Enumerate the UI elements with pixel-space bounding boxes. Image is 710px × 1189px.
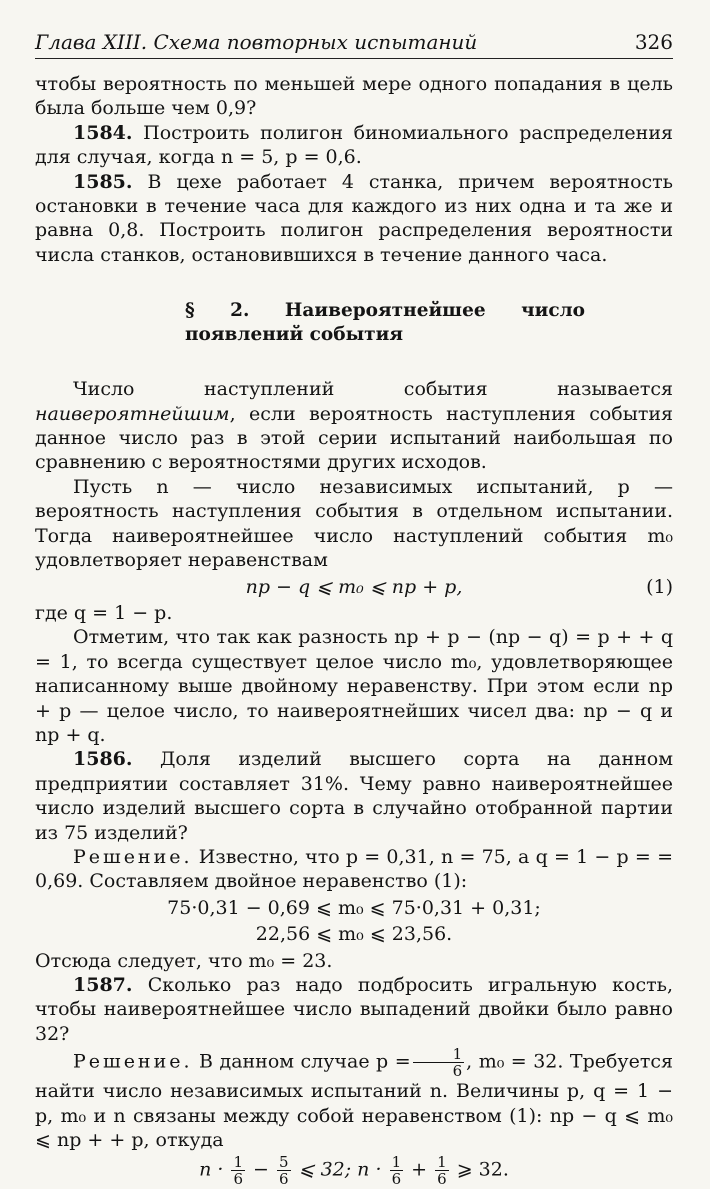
problem-1584 — [35, 121, 673, 170]
problem-text: Построить полигон биномиального распределения для случая, когда n = 5, p = 0,6. — [35, 121, 673, 169]
fraction-denominator: 6 — [233, 1170, 243, 1189]
problem-number: 1585. — [73, 170, 133, 193]
solution-1587 — [35, 1046, 673, 1152]
solution-label: Решение. — [73, 1050, 193, 1073]
formula-1 — [35, 575, 673, 599]
paragraph-hence: Отсюда следует, что m₀ = 23. — [35, 949, 333, 972]
definition-text: Число наступлений события называется — [73, 378, 673, 401]
problem-text: В цехе работает 4 станка, причем вероятность остановки в течение часа для каждого из них одна и та же и равна 0,8. Построить полигон распределения вероятности числа станков, остановившихся в течение данного часа. — [35, 170, 673, 266]
page-body — [35, 72, 673, 1189]
problem-text: Сколько раз надо подбросить игральную кость, чтобы наивероятнейшее число выпадений двойки было равно 32? — [35, 974, 673, 1045]
fraction-one-sixth — [413, 1046, 465, 1079]
fraction-numerator: 1 — [391, 1153, 402, 1172]
formula-3-part: − — [253, 1158, 269, 1181]
problem-number: 1587. — [73, 974, 133, 996]
fraction-one-sixth — [435, 1154, 449, 1187]
running-header — [35, 30, 673, 59]
paragraph-let: Пусть n — число независимых испытаний, p — вероятность наступления события в отдельном испытании. Тогда наивероятнейшее число наступлений события m₀ удовлетворяет неравенствам — [35, 475, 673, 572]
formula-3-part: + — [411, 1158, 428, 1181]
fraction-one-sixth — [390, 1154, 404, 1187]
fraction-denominator: 6 — [452, 1062, 463, 1081]
problem-1587 — [35, 973, 673, 1046]
fraction-numerator: 5 — [279, 1153, 289, 1172]
fraction-denominator: 6 — [391, 1170, 402, 1189]
formula-3-part: n · — [199, 1158, 224, 1181]
problem-1586 — [35, 747, 673, 845]
paragraph-note: Отметим, что так как разность np + p − (np − q) = p + + q = 1, то всегда существует целое число m₀, удовлетворяющее написанному выше двойному неравенству. При этом если np + p — целое число, то наивероятнейших чисел два: np − q и np + q. — [35, 626, 673, 746]
fraction-denominator: 6 — [279, 1170, 289, 1189]
defined-term: наивероятнейшим — [35, 402, 230, 425]
formula-3-part: ⩾ 32. — [456, 1158, 509, 1181]
problem-number: 1586. — [73, 748, 133, 771]
page-number: 326 — [634, 30, 673, 54]
solution-1586 — [35, 845, 673, 894]
solution-label: Решение. — [73, 845, 193, 868]
problem-1585 — [35, 170, 673, 268]
formula-3-part: ⩽ 32; n · — [298, 1158, 382, 1181]
formula-1-expression: np − q ⩽ m₀ ⩽ np + p, — [245, 575, 463, 598]
formula-2b: 22,56 ⩽ m₀ ⩽ 23,56. — [255, 923, 453, 946]
formula-2a: 75·0,31 − 0,69 ⩽ m₀ ⩽ 75·0,31 + 0,31; — [167, 896, 541, 919]
paragraph-where: где q = 1 − p. — [35, 601, 173, 624]
fraction-numerator: 1 — [437, 1153, 447, 1172]
problem-text: Доля изделий высшего сорта на данном предприятии составляет 31%. Чему равно наивероятнейшее число изделий высшего сорта в случайно отобранной партии из 75 изделий? — [35, 748, 673, 844]
fraction-numerator: 1 — [233, 1153, 243, 1172]
fraction-one-sixth — [231, 1154, 245, 1187]
solution-text: Известно, что p = 0,31, n = 75, a q = 1 − p = = 0,69. Составляем двойное неравенство (1): — [35, 845, 673, 893]
definition-paragraph — [35, 377, 673, 475]
formula-3 — [35, 1154, 673, 1187]
solution-text: В данном случае p = — [192, 1050, 411, 1073]
problem-number: 1584. — [73, 121, 133, 144]
fraction-five-sixths — [277, 1154, 291, 1187]
fraction-denominator: 6 — [437, 1170, 447, 1189]
fraction-numerator: 1 — [413, 1046, 465, 1063]
solution-text-cont: , m₀ = 32. Требуется найти число независимых испытаний n. Величины p, q = 1 − p, m₀ и n связаны между собой неравенством (1): np − q ⩽ m₀ ⩽ np + + p, откуда — [35, 1050, 673, 1152]
chapter-title: Глава XIII. Схема повторных испытаний — [35, 30, 478, 54]
paragraph-continued: чтобы вероятность по меньшей мере одного попадания в цель была больше чем 0,9? — [35, 73, 673, 120]
section-heading: § 2. Наивероятнейшее число появлений события — [185, 300, 585, 346]
definition-text-cont: , если вероятность наступления события данное число раз в этой серии испытаний наибольшая по сравнению с вероятностями других исходов. — [35, 402, 673, 474]
formula-1-number: (1) — [646, 575, 673, 598]
